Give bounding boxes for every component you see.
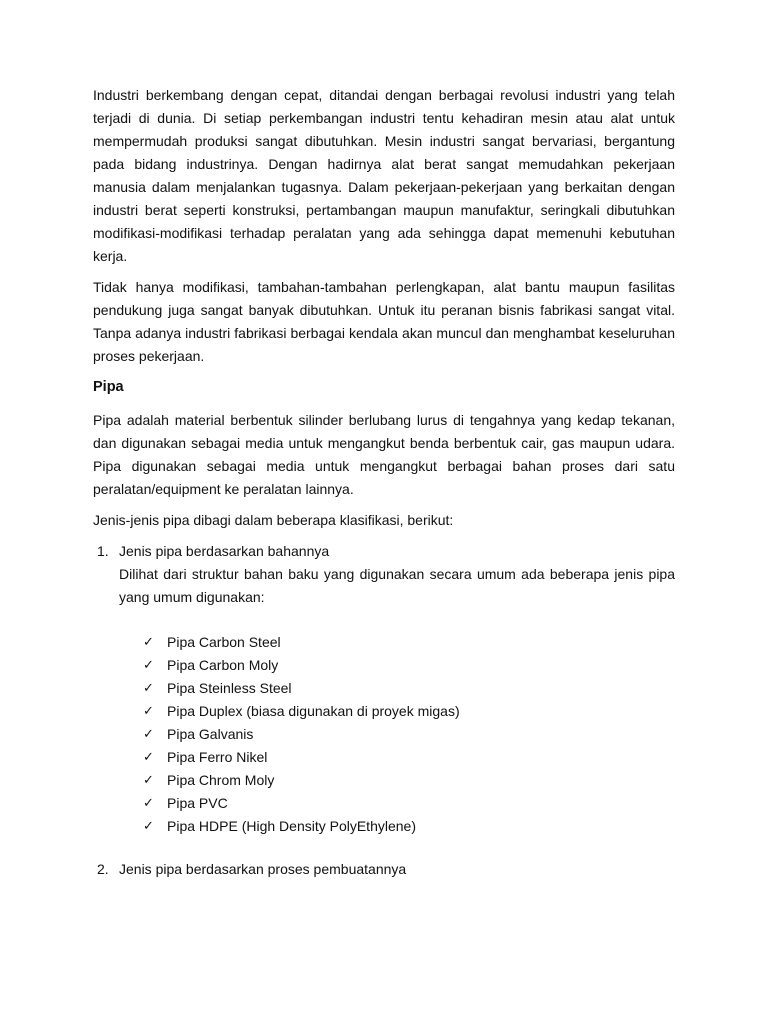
checklist-item-label: Pipa Galvanis	[167, 726, 254, 742]
checklist-item-label: Pipa PVC	[167, 795, 228, 811]
document-content	[93, 84, 675, 881]
section-heading-pipa: Pipa	[93, 379, 124, 395]
checkmark-icon: ✓	[143, 796, 154, 811]
checkmark-icon: ✓	[143, 681, 154, 696]
item-title: Jenis pipa berdasarkan proses pembuatannya	[119, 861, 407, 877]
checkmark-icon: ✓	[143, 819, 154, 834]
checkmark-icon: ✓	[143, 727, 154, 742]
checkmark-icon: ✓	[143, 635, 154, 650]
checklist-item-label: Pipa Ferro Nikel	[167, 749, 268, 765]
item-title: Jenis pipa berdasarkan bahannya	[119, 543, 330, 559]
numbered-item-2	[93, 858, 675, 881]
checkmark-icon: ✓	[143, 750, 154, 765]
pipa-classification-intro: Jenis-jenis pipa dibagi dalam beberapa klasifikasi, berikut:	[93, 512, 454, 528]
item-description: Dilihat dari struktur bahan baku yang digunakan secara umum ada beberapa jenis pipa yang umum digunakan:	[119, 566, 675, 605]
checklist-item-label: Pipa Duplex (biasa digunakan di proyek migas)	[167, 703, 460, 719]
checklist-item	[143, 700, 675, 723]
checklist-item-label: Pipa Steinless Steel	[167, 680, 292, 696]
checklist-item-label: Pipa Carbon Moly	[167, 657, 279, 673]
numbered-item-1	[93, 540, 675, 838]
checklist-item-label: Pipa Carbon Steel	[167, 634, 281, 650]
intro-paragraph-1: Industri berkembang dengan cepat, ditandai dengan berbagai revolusi industri yang telah terjadi di dunia. Di setiap perkembangan industri tentu kehadiran mesin atau alat untuk mempermudah produksi sangat dibutuhkan. Mesin industri sangat bervariasi, bergantung pada bidang industrinya. Dengan hadirnya alat berat sangat memudahkan pekerjaan manusia dalam menjalankan tugasnya. Dalam pekerjaan-pekerjaan yang berkaitan dengan industri berat seperti konstruksi, pertambangan maupun manufaktur, seringkali dibutuhkan modifikasi-modifikasi terhadap peralatan yang ada sehingga dapat memenuhi kebutuhan kerja.	[93, 87, 675, 264]
pipa-definition-paragraph: Pipa adalah material berbentuk silinder berlubang lurus di tengahnya yang kedap tekanan, dan digunakan sebagai media untuk mengangkut benda berbentuk cair, gas maupun udara. Pipa digunakan sebagai media untuk mengangkut berbagai bahan proses dari satu peralatan/equipment ke peralatan lainnya.	[93, 412, 675, 497]
checklist-item	[143, 654, 675, 677]
item-number: 1.	[97, 543, 109, 559]
checklist-item	[143, 746, 675, 769]
checklist-item-label: Pipa HDPE (High Density PolyEthylene)	[167, 818, 416, 834]
pipe-material-checklist	[119, 631, 675, 838]
checkmark-icon: ✓	[143, 773, 154, 788]
checklist-item	[143, 769, 675, 792]
checklist-item	[143, 677, 675, 700]
checklist-item	[143, 792, 675, 815]
item-number: 2.	[97, 861, 109, 877]
intro-paragraph-2: Tidak hanya modifikasi, tambahan-tambahan perlengkapan, alat bantu maupun fasilitas pendukung juga sangat banyak dibutuhkan. Untuk itu peranan bisnis fabrikasi sangat vital. Tanpa adanya industri fabrikasi berbagai kendala akan muncul dan menghambat keseluruhan proses pekerjaan.	[93, 279, 675, 364]
checkmark-icon: ✓	[143, 658, 154, 673]
checkmark-icon: ✓	[143, 704, 154, 719]
checklist-item-label: Pipa Chrom Moly	[167, 772, 275, 788]
checklist-item	[143, 723, 675, 746]
checklist-item	[143, 815, 675, 838]
checklist-item	[143, 631, 675, 654]
